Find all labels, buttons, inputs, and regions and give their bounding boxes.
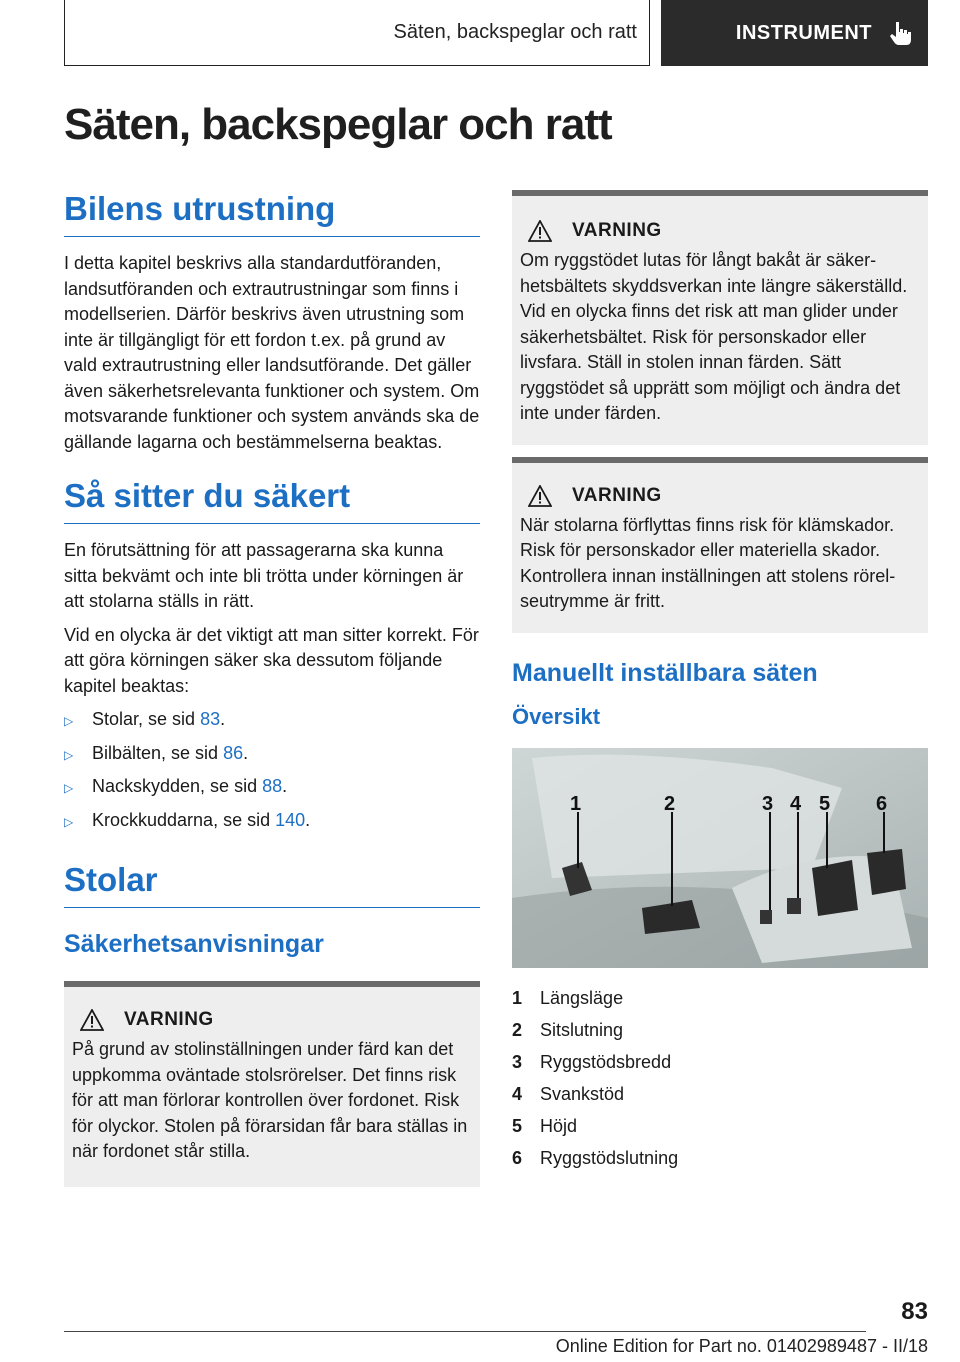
page-number: 83: [901, 1298, 928, 1325]
heading-sitting-safely: Så sitter du säkert: [64, 477, 480, 524]
warning-box-2: [512, 190, 928, 445]
left-column: [64, 190, 480, 1187]
callout-5: 5: [819, 792, 831, 815]
warning-title: VARNING: [572, 484, 662, 506]
legend-item: 2 Sitslutning: [512, 1019, 624, 1040]
page-link-140[interactable]: 140: [275, 809, 306, 830]
triangle-bullet-icon: ▷: [64, 714, 74, 728]
warning-text: Om ryggstödet lutas för långt bakåt är säkerhetsbältets skyddsverkan inte längre säkerställd. Vid en olycka finns det risk att man glider under säkerhetsbältet. Risk för personskador eller livsfara. Ställ in stolen innan färden. Sätt ryggstödet så upprätt som möjligt och ändra det inte under färden.: [520, 250, 908, 423]
page-header: [64, 0, 928, 66]
warning-title: VARNING: [572, 220, 662, 241]
header-chapter-tab[interactable]: [661, 0, 928, 66]
callout-1: 1: [570, 792, 582, 815]
page-link-88[interactable]: 88: [262, 776, 283, 796]
seat-illustration: [512, 748, 928, 968]
reference-list: [64, 707, 480, 835]
paragraph-equipment: I detta kapitel beskrivs alla standardutföranden, landsutföranden och extrautrustningar som finns i modellserien. Därför beskrivs även utrustning som inte är tillgängligt för ett fordon t.ex. på grund av vald extrautrustning eller landsutförande. Det gäller även säkerhetsrelevanta funktioner och system. Om motsvarande funktioner och system används ska de gällande lagarna och bestämmelserna beaktas.: [64, 253, 480, 452]
legend-item: 1 Längsläge: [512, 987, 624, 1008]
callout-3: 3: [762, 792, 774, 815]
warning-triangle-icon: [528, 485, 552, 507]
warning-triangle-icon: [80, 1009, 104, 1031]
callout-4: 4: [790, 792, 802, 815]
header-chapter-label: INSTRUMENT: [735, 21, 872, 44]
seat-legend: [512, 982, 928, 1174]
page-title: Säten, backspeglar och ratt: [64, 100, 612, 149]
warning-title: VARNING: [124, 1009, 214, 1030]
warning-box-3: [512, 457, 928, 633]
warning-triangle-icon: [528, 220, 552, 242]
heading-overview: Översikt: [512, 703, 601, 729]
header-section-label: Säten, backspeglar och ratt: [393, 21, 637, 43]
heading-safety-notes: Säkerhetsanvisningar: [64, 930, 324, 958]
list-item: ▷ Krockkuddarna, se sid 140.: [64, 808, 480, 836]
page-link-86[interactable]: 86: [223, 742, 244, 763]
warning-text: På grund av stolinställningen under färd kan det uppkomma oväntade stolsrörelser. Det finns risk för att man förlorar kontrollen över fordonet. Risk för olyckor. Stolen på förarsidan får bara ställas in när fordonet står stilla.: [72, 1039, 468, 1161]
legend-item: 6 Ryggstödslutning: [512, 1147, 679, 1168]
callout-2: 2: [664, 792, 676, 815]
list-item: ▷ Nackskydden, se sid 88.: [64, 774, 480, 802]
callout-6: 6: [876, 792, 888, 815]
heading-vehicle-equipment: Bilens utrustning: [64, 190, 480, 237]
triangle-bullet-icon: ▷: [64, 781, 74, 795]
pointing-hand-icon: [886, 19, 914, 47]
legend-item: 3 Ryggstödsbredd: [512, 1051, 672, 1072]
list-item: ▷ Bilbälten, se sid 86.: [64, 741, 480, 769]
warning-text: När stolarna förflyttas finns risk för klämskador. Risk för personskador eller materiella skador. Kontrollera innan inställningen att stolens rörelseutrymme är fritt.: [520, 514, 896, 611]
triangle-bullet-icon: ▷: [64, 814, 74, 829]
heading-seats: Stolar: [64, 861, 480, 908]
list-item: ▷ Stolar, se sid 83.: [64, 707, 480, 735]
footer-divider: [64, 1331, 866, 1332]
heading-manual-seats: Manuellt inställbara säten: [512, 658, 818, 687]
right-column: [512, 190, 928, 1174]
paragraph-safe-2: Vid en olycka är det viktigt att man sitter korrekt. För att göra körningen säker ska dessutom följande kapitel beaktas:: [64, 624, 479, 696]
edition-text: Online Edition for Part no. 01402989487 - II/18: [555, 1336, 928, 1356]
paragraph-safe-1: En förutsättning för att passagerarna ska kunna sitta bekvämt och inte bli trötta under körningen är att stolarna ställs in rätt.: [64, 540, 464, 611]
seat-controls-image: [512, 748, 928, 968]
triangle-bullet-icon: ▷: [64, 747, 74, 762]
warning-box-1: [64, 981, 480, 1187]
page-link-83[interactable]: 83: [200, 709, 221, 729]
legend-item: 5 Höjd: [512, 1115, 578, 1136]
header-section-title: [64, 0, 650, 66]
legend-item: 4 Svankstöd: [512, 1083, 625, 1104]
